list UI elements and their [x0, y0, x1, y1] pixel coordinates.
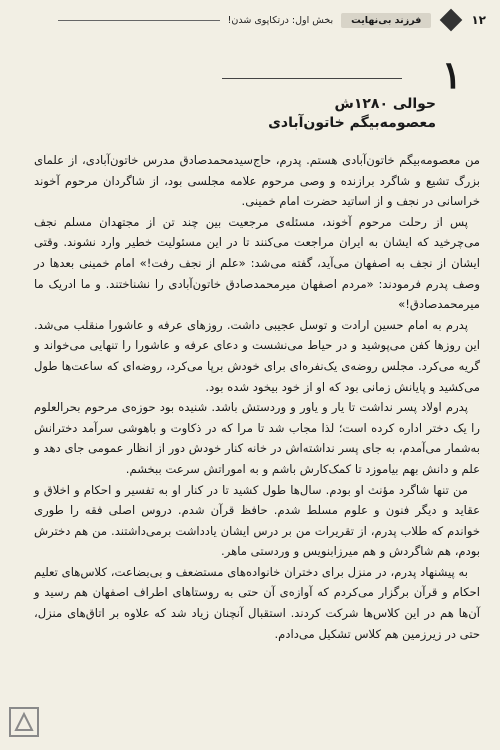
body-text: [34, 150, 480, 644]
paragraph: پدرم اولاد پسر نداشت تا یار و یاور و وردستش باشد. شنیده بود حوزه‌ی مرحوم بحرالعلوم را یک دختر اداره کرده است؛ لذا مجاب شد تا مرا که در ذکاوت و باهوشی سرآمد دخترانش به‌شمار می‌آمدم، به جای پسر نداشته‌اش در خانه کنار خودش دور از انظار عمومی جای دهد و علم و دانش بهم بیاموزد تا کمک‌کارش باشم و به اموراتش سرعت ببخشم.: [34, 400, 480, 476]
paragraph: من تنها شاگرد مؤنث او بودم. سال‌ها طول کشید تا در کنار او به تفسیر و احکام و اخلاق و عقاید و دیگر فنون و علوم مسلط شدم. حافظ قرآن شدم. دروس اصلی فقه را طوری خواندم که طلاب پدرم، از تقریرات من بر درس ایشان یادداشت برمی‌داشتند. من هم دخترش بودم، هم شاگردش و هم میرزابنویس و وردستی ماهر.: [34, 482, 480, 559]
running-header: [58, 6, 486, 34]
publisher-stamp-icon: [6, 704, 42, 740]
paragraph: به پیشنهاد پدرم، در منزل برای دختران خانواده‌های مستضعف و بی‌بضاعت، کلاس‌های تعلیم احکام و قرآن برگزار می‌کردم که آوازه‌ی آن حتی به روستاهای اطراف اصفهان هم رسید و آن‌ها هم در این کلاس‌ها شرکت کردند. استقبال آنچنان زیاد شد که علاوه بر اتاق‌های منزل، حتی در زیرزمین هم کلاس تشکیل می‌دادم.: [34, 564, 480, 641]
header-rule: [58, 20, 220, 21]
book-logo-icon: [440, 9, 463, 32]
date-line: حوالی ۱۲۸۰ش: [334, 96, 436, 112]
subject-title: معصومه‌بیگم خاتون‌آبادی: [268, 115, 436, 131]
paragraph: پدرم به امام حسین ارادت و توسل عجیبی داشت. روزهای عرفه و عاشورا منقلب می‌شد. این روزها کفن می‌پوشید و در حیاط می‌نشست و دعای عرفه و عاشورا را تنهایی می‌خواند و گریه می‌کرد. مجلس روضه‌ی یک‌نفره‌ای برای خودش برپا می‌کرد، روضه‌ای که ساعت‌ها طول می‌کشید و پایانش زمانی بود که او از خود بیخود شده بود.: [34, 317, 480, 394]
page-number: ۱۲: [471, 13, 486, 27]
part-title: بخش اول: درتکاپوی شدن!: [227, 14, 334, 26]
paragraph: من معصومه‌بیگم خاتون‌آبادی هستم. پدرم، حاج‌سیدمحمدصادق مدرس خاتون‌آبادی، از علمای بزرگ تشیع و شاگرد برازنده و وصی مرحوم علامه مجلسی بود، از شاگردان مرحوم آخوند خراسانی در نجف و از اساتید حضرت امام خمینی.: [34, 153, 480, 209]
chapter-number: ۱: [441, 52, 462, 97]
book-title: فرزند بی‌نهایت: [341, 13, 431, 28]
chapter-rule: [222, 78, 402, 79]
paragraph: پس از رحلت مرحوم آخوند، مسئله‌ی مرجعیت بین چند تن از مجتهدان مسلم نجف می‌چرخید که ایشان به ایران مراجعت می‌کنند تا در این مسئولیت خطیر وارد نشوند. وقتی ایشان از نجف به اصفهان می‌آید، گفته می‌شد: «علم از نجف رفت!» امام خمینی بعدها در وصف پدرم فرمودند: «مردم اصفهان میرمحمدصادق خاتون‌آبادی را نشناختند. و ما ادریک ما میرمحمدصادق!»: [34, 214, 480, 312]
